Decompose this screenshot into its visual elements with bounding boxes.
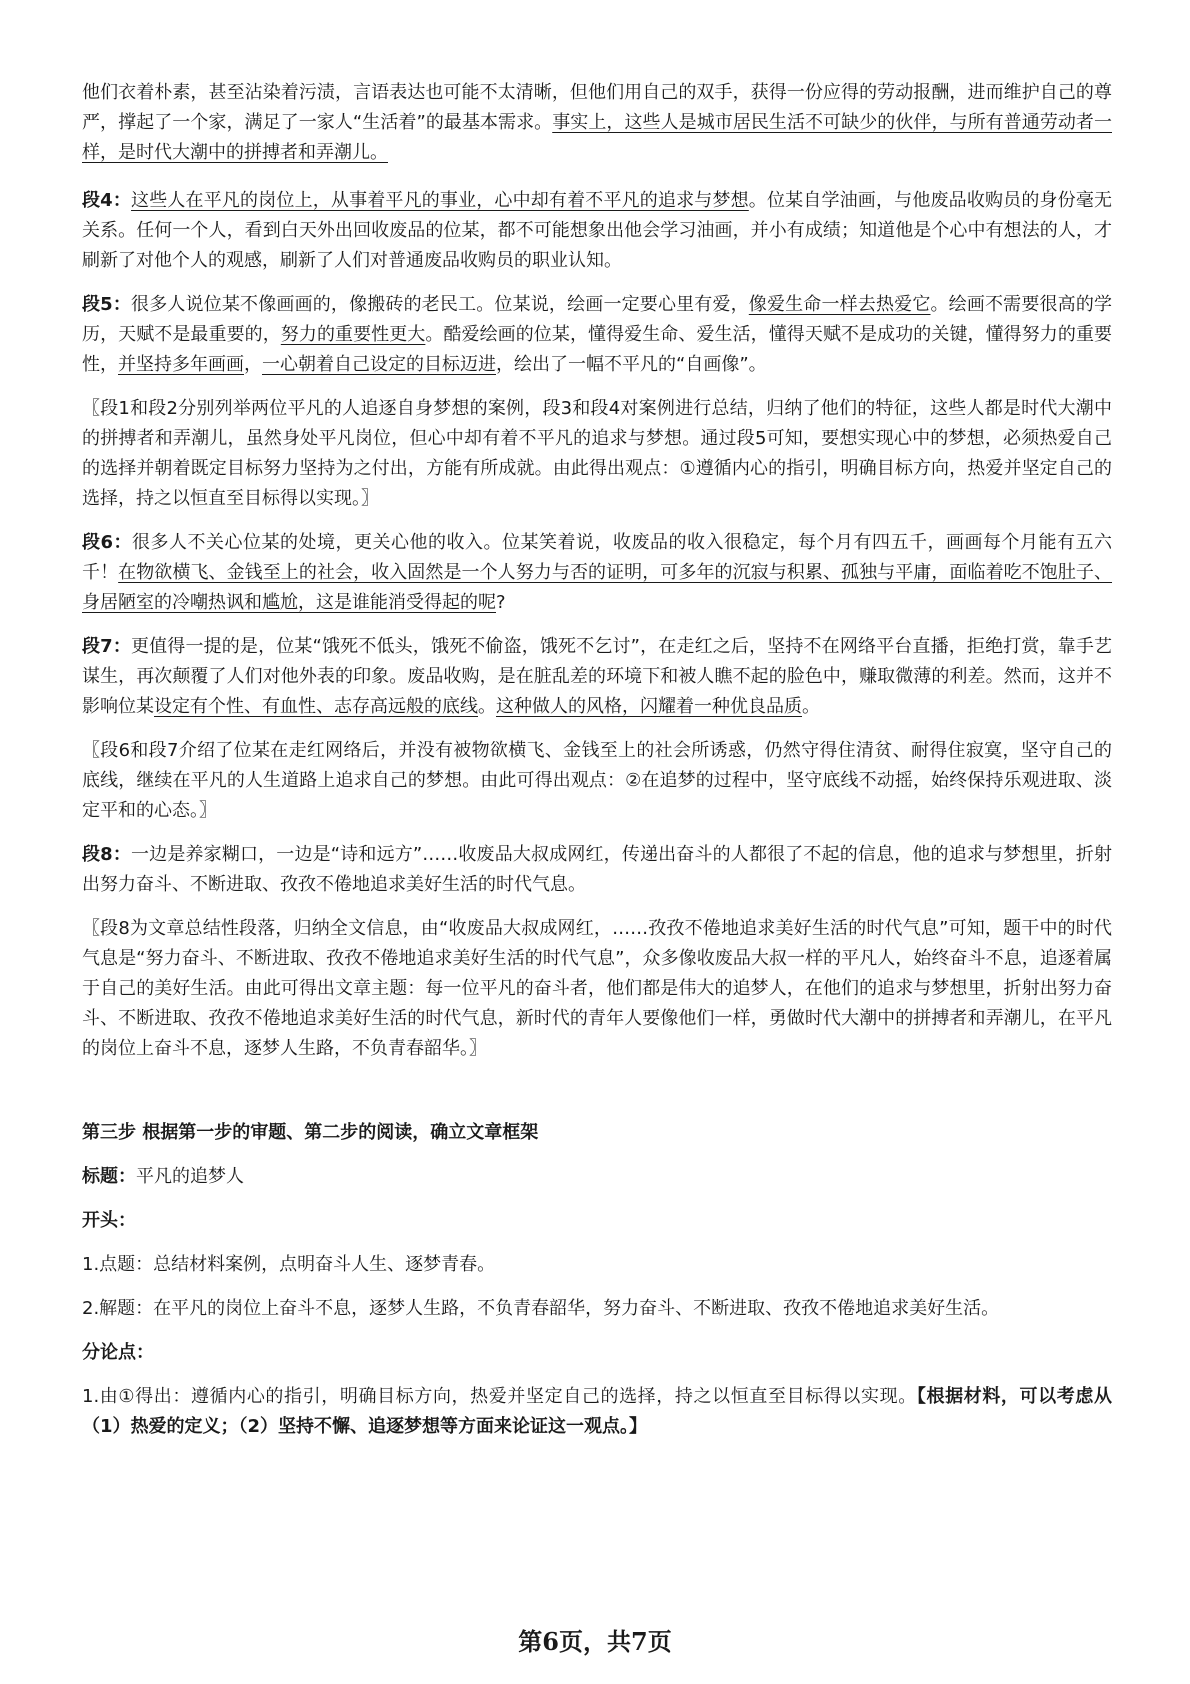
step3-heading: 第三步 根据第一步的审题、第二步的阅读，确立文章框架 xyxy=(82,1122,539,1143)
underlined-text: 像爱生命一样去热爱它 xyxy=(748,294,931,315)
spacer xyxy=(82,1078,1112,1118)
opening-item-2: 2.解题：在平凡的岗位上奋斗不息，逐梦人生路，不负青春韶华，努力奋斗、不断进取、孜孜不倦地追求美好生活。 xyxy=(82,1298,1000,1319)
paragraph-7: 段7：更值得一提的是，位某“饿死不低头，饿死不偷盗，饿死不乞讨”，在走红之后，坚持不在网络平台直播，拒绝打赏，靠手艺谋生，再次颠覆了人们对他外表的印象。废品收购，是在脏乱差的环境下和被人瞧不起的脸色中，赚取微薄的利差。然而，这并不影响位某设定有个性、有血性、志存高远般的底线。这种做人的风格，闪耀着一种优良品质。 xyxy=(82,636,1112,717)
underlined-text: 一心朝着自己设定的目标迈进 xyxy=(262,354,496,375)
analysis-note-3: 〖段8为文章总结性段落，归纳全文信息，由“收废品大叔成网红，……孜孜不倦地追求美好生活的时代气息”可知，题干中的时代气息是“努力奋斗、不断进取、孜孜不倦地追求美好生活的时代气息”，众多像收废品大叔一样的平凡人，始终奋斗不息，追逐着属于自己的美好生活。由此可得出文章主题：每一位平凡的奋斗者，他们都是伟大的追梦人，在他们的追求与梦想里，折射出努力奋斗、不断进取、孜孜不倦地追求美好生活的时代气息，新时代的青年人要像他们一样，勇做时代大潮中的拼搏者和弄潮儿，在平凡的岗位上奋斗不息，逐梦人生路，不负青春韶华。〗 xyxy=(82,918,1112,1059)
underlined-text: 这种做人的风格，闪耀着一种优良品质 xyxy=(496,696,802,717)
document-body xyxy=(82,78,1112,1456)
paragraph-label: 段8： xyxy=(82,844,132,865)
sub-argument-label: 分论点： xyxy=(82,1342,154,1363)
analysis-note-2: 〖段6和段7介绍了位某在走红网络后，并没有被物欲横飞、金钱至上的社会所诱惑，仍然守得住清贫、耐得住寂寞，坚守自己的底线，继续在平凡的人生道路上追求自己的梦想。由此可得出观点：②在追梦的过程中，坚守底线不动摇，始终保持乐观进取、淡定平和的心态。〗 xyxy=(82,740,1112,821)
underlined-text: 设定有个性、有血性、志存高远般的底线 xyxy=(154,696,478,717)
paragraph-4: 段4：这些人在平凡的岗位上，从事着平凡的事业，心中却有着不平凡的追求与梦想。位某自学油画，与他废品收购员的身份毫无关系。任何一个人，看到白天外出回收废品的位某，都不可能想象出他会学习油画，并小有成绩；知道他是个心中有想法的人，才刷新了对他个人的观感，刷新了人们对普通废品收购员的职业认知。 xyxy=(82,190,1113,271)
opening-label: 开头： xyxy=(82,1210,136,1231)
paragraph-intro: 他们衣着朴素，甚至沾染着污渍，言语表达也可能不太清晰，但他们用自己的双手，获得一份应得的劳动报酬，进而维护自己的尊严，撑起了一个家，满足了一家人“生活着”的最基本需求。事实上，这些人是城市居民生活不可缺少的伙伴，与所有普通劳动者一样，是时代大潮中的拼搏者和弄潮儿。 xyxy=(82,82,1112,163)
paragraph-label: 段5： xyxy=(82,294,132,315)
page-footer: 第6页，共7页 xyxy=(518,1627,672,1656)
paragraph-label: 段4： xyxy=(82,190,132,211)
underlined-text: 事实上，这些人是城市居民生活不可缺少的伙伴，与所有普通劳动者一样，是时代大潮中的拼搏者和弄潮儿。 xyxy=(82,112,1112,163)
essay-title-line xyxy=(82,1162,1112,1192)
title-value: 平凡的追梦人 xyxy=(136,1166,244,1187)
sub-argument-hint: 【根据材料，可以考虑从（1）热爱的定义；（2）坚持不懈、追逐梦想等方面来论证这一观点。】 xyxy=(82,1386,1112,1437)
underlined-text: 在物欲横飞、金钱至上的社会，收入固然是一个人努力与否的证明，可多年的沉寂与积累、孤独与平庸，面临着吃不饱肚子、身居陋室的冷嘲热讽和尴尬，这是谁能消受得起的呢 xyxy=(82,562,1113,613)
underlined-text: 并坚持多年画画 xyxy=(118,354,244,375)
paragraph-label: 段7： xyxy=(82,636,131,657)
opening-item-1: 1.点题：总结材料案例，点明奋斗人生、逐梦青春。 xyxy=(82,1254,496,1275)
underlined-text: 这些人在平凡的岗位上，从事着平凡的事业，心中却有着不平凡的追求与梦想 xyxy=(131,190,749,211)
paragraph-8: 段8：一边是养家糊口，一边是“诗和远方”……收废品大叔成网红，传递出奋斗的人都很了不起的信息，他的追求与梦想里，折射出努力奋斗、不断进取、孜孜不倦地追求美好生活的时代气息。 xyxy=(82,844,1112,895)
underlined-text: 努力的重要性更大 xyxy=(280,324,426,345)
title-label: 标题： xyxy=(82,1166,136,1187)
paragraph-6: 段6：很多人不关心位某的处境，更关心他的收入。位某笑着说，收废品的收入很稳定，每个月有四五千，画画每个月能有五六千！在物欲横飞、金钱至上的社会，收入固然是一个人努力与否的证明，可多年的沉寂与积累、孤独与平庸，面临着吃不饱肚子、身居陋室的冷嘲热讽和尴尬，这是谁能消受得起的呢? xyxy=(82,532,1113,613)
paragraph-5: 段5：很多人说位某不像画画的，像搬砖的老民工。位某说，绘画一定要心里有爱，像爱生命一样去热爱它。绘画不需要很高的学历，天赋不是最重要的，努力的重要性更大。酷爱绘画的位某，懂得爱生命、爱生活，懂得天赋不是成功的关键，懂得努力的重要性，并坚持多年画画，一心朝着自己设定的目标迈进，绘出了一幅不平凡的“自画像”。 xyxy=(82,294,1113,375)
paragraph-label: 段6： xyxy=(82,532,133,553)
sub-argument-1: 1.由①得出：遵循内心的指引，明确目标方向，热爱并坚定自己的选择，持之以恒直至目标得以实现。【根据材料，可以考虑从（1）热爱的定义；（2）坚持不懈、追逐梦想等方面来论证这一观点。】 xyxy=(82,1386,1112,1437)
analysis-note-1: 〖段1和段2分别列举两位平凡的人追逐自身梦想的案例，段3和段4对案例进行总结，归纳了他们的特征，这些人都是时代大潮中的拼搏者和弄潮儿，虽然身处平凡岗位，但心中却有着不平凡的追求与梦想。通过段5可知，要想实现心中的梦想，必须热爱自己的选择并朝着既定目标努力坚持为之付出，方能有所成就。由此得出观点：①遵循内心的指引，明确目标方向，热爱并坚定自己的选择，持之以恒直至目标得以实现。〗 xyxy=(82,398,1112,509)
